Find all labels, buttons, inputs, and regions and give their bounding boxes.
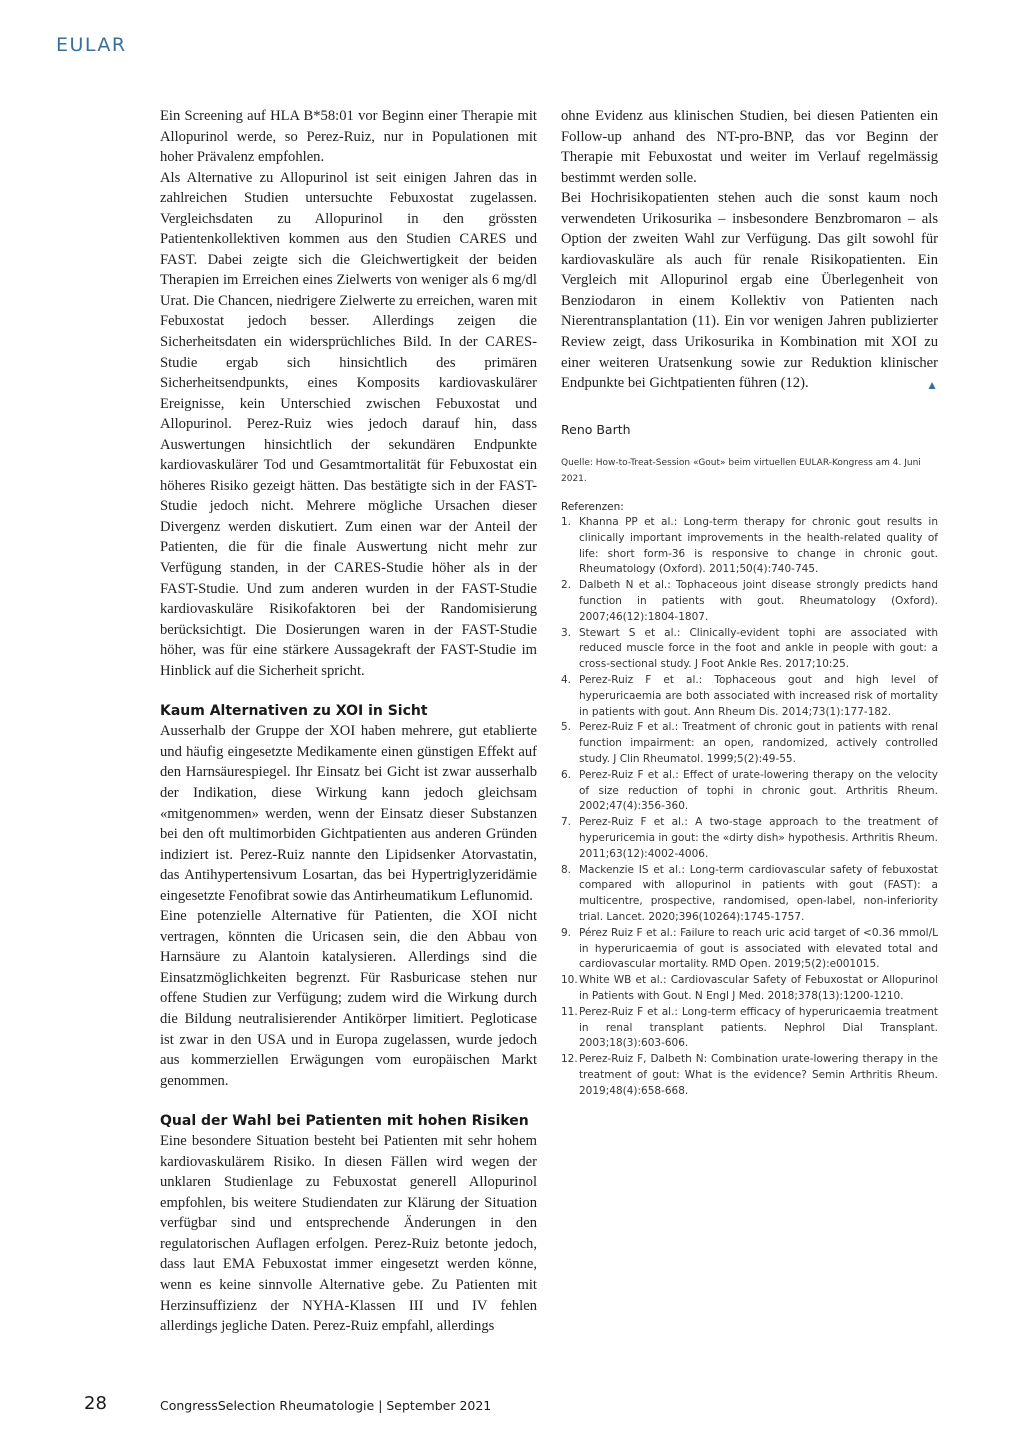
author-name: Reno Barth (561, 422, 631, 437)
references (561, 500, 938, 1099)
paragraph: Eine besondere Situation besteht bei Patienten mit sehr hohem kardiovaskulärem Risiko. In diesen Fällen wird wegen der unklaren Studienlage zu Febuxostat generell Allopurinol empfohlen, bis weitere Studiendaten zur Klärung der Situation verfügbar sind und entsprechende Änderungen in den regulatorischen Auflagen erfolgen. Perez-Ruiz betonte jedoch, dass laut EMA Febuxostat immer eingesetzt werden könne, wenn es keine sinnvolle Alternative gebe. Zu Patienten mit Herzinsuffizienz der NYHA-Klassen III und IV fehlen allerdings jegliche Daten. Perez-Ruiz empfahl, allerdings (160, 1133, 537, 1335)
reference-item (561, 720, 938, 767)
reference-number: 1. (561, 516, 572, 528)
reference-item (561, 815, 938, 862)
reference-number: 9. (561, 926, 572, 939)
paragraph: ohne Evidenz aus klinischen Studien, bei diesen Patienten ein Follow-up anhand des NT-pro-BNP, das vor Beginn der Therapie mit Febuxostat und weiter im Verlauf regelmässig bestimmt werden solle. (561, 108, 938, 186)
reference-item (561, 1052, 938, 1099)
journal-title: CongressSelection Rheumatologie | September 2021 (160, 1398, 492, 1413)
source-note: Quelle: How-to-Treat-Session «Gout» beim virtuellen EULAR-Kongress am 4. Juni 2021. (561, 458, 921, 484)
reference-text: Khanna PP et al.: Long-term therapy for chronic gout results in clinically important improvements in the health-related quality of life: short form-36 is responsive to change in chronic gout. Rheumatology (Oxford). 2011;50(4):740-745. (579, 516, 938, 576)
reference-number: 8. (561, 863, 572, 876)
section-header: EULAR (56, 34, 127, 56)
reference-item (561, 926, 938, 973)
section-heading: Kaum Alternativen zu XOI in Sicht (160, 703, 428, 720)
reference-number: 3. (561, 626, 572, 639)
reference-item (561, 1005, 938, 1052)
reference-item (561, 973, 938, 1005)
reference-item (561, 626, 938, 673)
reference-number: 5. (561, 721, 572, 734)
reference-text: White WB et al.: Cardiovascular Safety of Febuxostat or Allopurinol in Patients with Gout. N Engl J Med. 2018;378(13):1200-1210. (579, 974, 938, 1002)
reference-text: Perez-Ruiz F et al.: Tophaceous gout and high level of hyperuricaemia are both associated with increased risk of mortality in patients with gout. Ann Rheum Dis. 2014;73(1):177-182. (579, 673, 938, 718)
reference-text: Pérez Ruiz F et al.: Failure to reach uric acid target of <0.36 mmol/L in hyperuricaemia of gout is associated with elevated total and cardiovascular mortality. RMD Open. 2019;5(2):e001015. (579, 926, 938, 971)
paragraph-text: Bei Hochrisikopatienten stehen auch die sonst kaum noch verwendeten Urikosurika – insbesondere Benzbromaron – als Option der zweiten Wahl zur Verfügung. Das gilt sowohl für kardiovaskuläre als auch für renale Risikopatienten. Ein Vergleich mit Allopurinol ergab eine Überlegenheit von Benziodaron in einem Kollektiv von Patienten nach Nierentransplantation (11). Ein vor wenigen Jahren publizierter Review zeigt, dass Urikosurika in Kombination mit XOI zu einer weiteren Uratsenkung sowie zur Reduktion klinischer Endpunkte bei Gichtpatienten führen (12). (561, 190, 938, 392)
reference-text: Perez-Ruiz F et al.: Treatment of chronic gout in patients with renal function impairment: an open, randomized, actively controlled study. J Clin Rheumatol. 1999;5(2):49-55. (579, 721, 938, 765)
reference-item (561, 768, 938, 815)
reference-number: 6. (561, 768, 572, 781)
reference-text: Stewart S et al.: Clinically-evident tophi are associated with reduced muscle force in the foot and ankle in people with gout: a cross-sectional study. J Foot Ankle Res. 2017;10:25. (579, 626, 938, 671)
reference-number: 10. (561, 974, 578, 987)
reference-text: Perez-Ruiz F et al.: Effect of urate-lowering therapy on the velocity of size reduction of tophi in chronic gout. Arthritis Rheum. 2002;47(4):356-360. (579, 768, 938, 813)
reference-text: Perez-Ruiz F, Dalbeth N: Combination urate-lowering therapy in the treatment of gout: What is the evidence? Semin Arthritis Rheum. 2019;48(4):658-668. (579, 1053, 938, 1097)
reference-number: 12. (561, 1053, 578, 1066)
paragraph: Als Alternative zu Allopurinol ist seit einigen Jahren das in zahlreichen Studien untersuchte Febuxostat zugelassen. Vergleichsdaten zu Allopurinol in den grössten Patientenkollektiven kommen aus den Studien CARES und FAST. Dabei zeigte sich die Gleichwertigkeit der beiden Therapien im Erreichen eines Zielwerts von weniger als 6 mg/dl Urat. Die Chancen, niedrigere Zielwerte zu erreichen, waren mit Febuxostat jedoch besser. Allerdings zeigen die Sicherheitsdaten ein widersprüchliches Bild. In der CARES-Studie ergab sich hinsichtlich des primären Sicherheitsendpunkts, eines Komposits kardiovaskulärer Ereignisse, kein Unterschied zwischen Febuxostat und Allopurinol. Perez-Ruiz wies jedoch darauf hin, dass Auswertungen hinsichtlich der sekundären Endpunkte kardiovaskulärer Tod und Gesamtmortalität für Febuxostat ein höheres Risiko gezeigt hätten. Das bestätigte sich in der FAST-Studie jedoch nicht. Mehrere mögliche Ursachen dieser Divergenz werden diskutiert. Zum einen war der Anteil der Patienten, die für die finale Auswertung nicht mehr zur Verfügung standen, in der CARES-Studie höher als in der FAST-Studie. Und zum anderen wurden in der FAST-Studie kardiovaskuläre Risikofaktoren bei der Randomisierung berücksichtigt. Die Dosierungen waren in der FAST-Studie höher, was für eine stärkere Aussagekraft der FAST-Studie im Hinblick auf die Sicherheit spricht. (160, 169, 537, 679)
right-column (561, 106, 938, 1097)
paragraph: Ein Screening auf HLA B*58:01 vor Beginn einer Therapie mit Allopurinol werde, so Perez-Ruiz, nur in Populationen mit hoher Prävalenz empfohlen. (160, 108, 537, 166)
reference-item (561, 673, 938, 720)
reference-number: 4. (561, 673, 572, 686)
paragraph: Ausserhalb der Gruppe der XOI haben mehrere, gut etablierte und häufig eingesetzte Medikamente einen günstigen Effekt auf den Harnsäurespiegel. Ihr Einsatz bei Gicht ist zwar ausserhalb der Indikation, diese Wirkung kann jedoch gleichsam «mitgenommen» werden, wenn der Einsatz dieser Substanzen bei den oft multimorbiden Gichtpatienten aus anderen Gründen indiziert ist. Perez-Ruiz nannte den Lipidsenker Atorvastatin, das Antihypertensivum Losartan, das bei Hypertriglyzeridämie eingesetzte Fenofibrat sowie das Antirheumatikum Leflunomid. (160, 723, 537, 904)
paragraph (561, 188, 938, 393)
reference-text: Perez-Ruiz F et al.: A two-stage approach to the treatment of hyperuricemia in gout: the «dirty dish» hypothesis. Arthritis Rheum. 2011;63(12):4002-4006. (579, 816, 938, 860)
article-end-icon: ▲ (926, 378, 938, 393)
reference-list (561, 515, 938, 1099)
reference-number: 7. (561, 816, 572, 829)
reference-item (561, 578, 938, 625)
reference-item (561, 515, 938, 578)
paragraph: Eine potenzielle Alternative für Patienten, die XOI nicht vertragen, könnten die Uricasen sein, die den Abbau von Harnsäure zu Alantoin katalysieren. Allerdings sind die Einsatzmöglichkeiten begrenzt. Für Rasburicase stehen nur offene Studien zur Verfügung; zudem wird die Wirkung durch die Bildung neutralisierender Antikörper limitiert. Pegloticase ist zwar in den USA und in Europa zugelassen, wurde jedoch aus kommerziellen Erwägungen vom europäischen Markt genommen. (160, 908, 537, 1089)
page-number: 28 (84, 1393, 107, 1414)
reference-text: Perez-Ruiz F et al.: Long-term efficacy of hyperuricaemia treatment in renal transplant patients. Nephrol Dial Transplant. 2003;18(3):603-606. (579, 1005, 938, 1050)
references-title: Referenzen: (561, 501, 624, 513)
reference-text: Mackenzie IS et al.: Long-term cardiovascular safety of febuxostat compared with allopurinol in patients with gout (FAST): a multicentre, prospective, randomised, open-label, non-inferiority trial. Lancet. 2020;396(10264):1745-1757. (579, 863, 938, 923)
left-column (160, 106, 537, 1337)
reference-text: Dalbeth N et al.: Tophaceous joint disease strongly predicts hand function in patients with gout. Rheumatology (Oxford). 2007;46(12):1804-1807. (579, 579, 938, 623)
section-heading: Qual der Wahl bei Patienten mit hohen Risiken (160, 1113, 529, 1130)
reference-number: 2. (561, 579, 572, 592)
reference-item (561, 863, 938, 926)
reference-number: 11. (561, 1005, 578, 1018)
